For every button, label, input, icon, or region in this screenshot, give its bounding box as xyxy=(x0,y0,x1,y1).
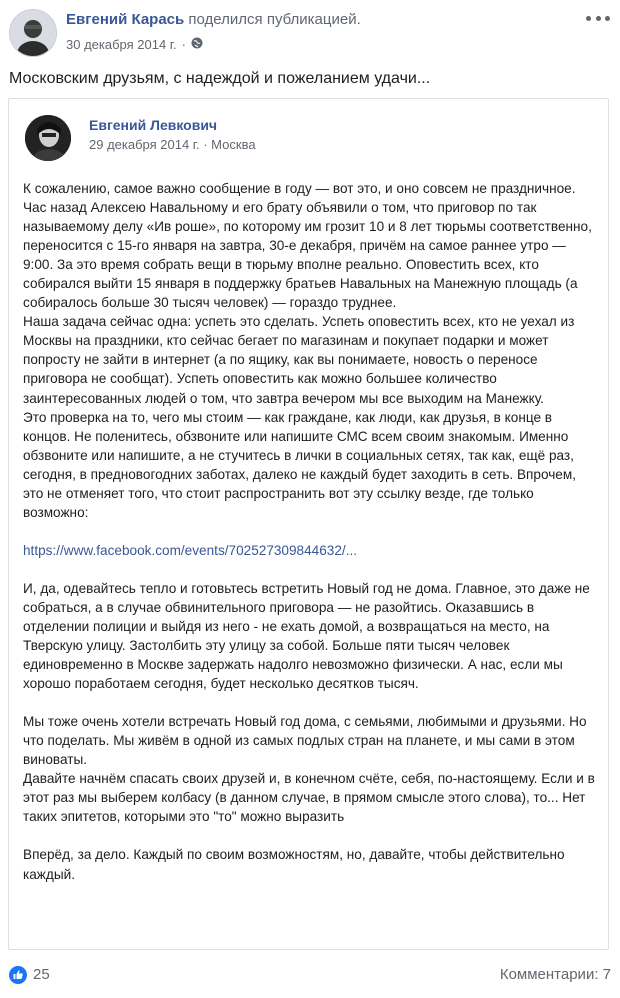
paragraph: Вперёд, за дело. Каждый по своим возможностям, но, давайте, чтобы действительно каждый. xyxy=(23,847,565,882)
author-name-link[interactable]: Евгений Карась xyxy=(66,11,185,28)
post-header xyxy=(0,0,620,70)
meta-separator: · xyxy=(203,137,208,152)
paragraph: И, да, одевайтесь тепло и готовьтесь встретить Новый год не дома. Главное, это даже не собраться, а в случае обвинительного приговора — не разойтись. Оказавшись в отделении полиции и выйдя из него - не ехать домой, а возвращаться на место, на Тверскую улицу. Застолбить эту улицу за собой. Больше пяти тысяч человек единовременно в Москве задержать надолго невозможно физически. А нас, если мы хорошо поработаем сегодня, будет несколько десятков тысяч. xyxy=(23,580,590,692)
shared-action-text: поделился публикацией. xyxy=(188,11,361,28)
thumbs-up-icon[interactable] xyxy=(9,966,27,984)
post-meta xyxy=(66,37,203,52)
paragraph: К сожалению, самое важно сообщение в году — вот это, и оно совсем не праздничное. Час назад Алексею Навальному и его брату объявили о том, что приговор по так называемому делу «Ив роше», по которому им грозит 10 и 8 лет тюрьмы соответственно, переносится с 15-го января на завтра, 30-е декабря, причём на самое раннее утро — 9:00. За это время собрать вещи в тюрьму вполне реально. Оповестить всех, кто собирался выйти 15 января в поддержку братьев Навальных на Манежную площадь (а собиралось больше 30 тысяч человек) — гораздо труднее. xyxy=(23,181,592,311)
shared-post-date[interactable]: 29 декабря 2014 г. xyxy=(89,137,200,152)
more-options-button[interactable] xyxy=(586,10,610,26)
meta-separator: · xyxy=(181,37,186,52)
paragraph: Наша задача сейчас одна: успеть это сделать. Успеть оповестить всех, кто не уехал из Москвы на праздники, кто сейчас бегает по магазинам и покупает подарки и может попросту не зайти в интернет (а по ящику, как вы понимаете, новость о переносе приговора не сообщат). Успеть оповестить как можно большее количество заинтересованных людей о том, что завтра вечером мы все выходим на Манежку. xyxy=(23,314,575,406)
post-text: Московским друзьям, с надеждой и пожеланием удачи... xyxy=(9,70,431,87)
location-link[interactable]: Москва xyxy=(211,137,256,152)
globe-icon xyxy=(191,37,203,52)
shared-author-avatar[interactable] xyxy=(25,115,71,161)
event-link[interactable]: https://www.facebook.com/events/702527309844632/... xyxy=(23,542,358,558)
author-avatar[interactable] xyxy=(9,9,57,57)
paragraph: Давайте начнём спасать своих друзей и, в конечном счёте, себя, по-настоящему. Если и в этот раз мы выберем колбасу (в данном случае, в прямом смысле этого слова), то... Нет таких эпитетов, которыми это "то" можно выразить xyxy=(23,771,595,825)
comments-count-link[interactable]: Комментарии: 7 xyxy=(499,966,611,983)
shared-author-name-link[interactable]: Евгений Левкович xyxy=(89,117,218,133)
post-footer xyxy=(0,962,620,992)
shared-post-meta xyxy=(89,137,256,152)
dot-icon xyxy=(586,16,591,21)
post-date[interactable]: 30 декабря 2014 г. xyxy=(66,37,177,52)
author-line xyxy=(66,11,361,28)
dot-icon xyxy=(605,16,610,21)
like-count[interactable]: 25 xyxy=(33,966,50,983)
shared-post-card[interactable] xyxy=(8,98,609,950)
paragraph: Мы тоже очень хотели встречать Новый год дома, с семьями, любимыми и друзьями. Но что поделать. Мы живём в одной из самых подлых стран на планете, и мы сами в этом виноваты. xyxy=(23,714,587,768)
dot-icon xyxy=(596,16,601,21)
shared-post-body xyxy=(23,179,595,884)
paragraph: Это проверка на то, чего мы стоим — как граждане, как люди, как друзья, в конце в концов. Не поленитесь, обзвоните или напишите СМС всем своим знакомым. Именно обзвоните или напишите, а не стучитесь в лички в социальных сетях, так как, ещё раз, сегодня, в предновогодних заботах, далеко не каждый будет заходить в сеть. Впрочем, это не отменяет того, что стоит распространить вот эту ссылку везде, где только возможно: xyxy=(23,409,576,520)
